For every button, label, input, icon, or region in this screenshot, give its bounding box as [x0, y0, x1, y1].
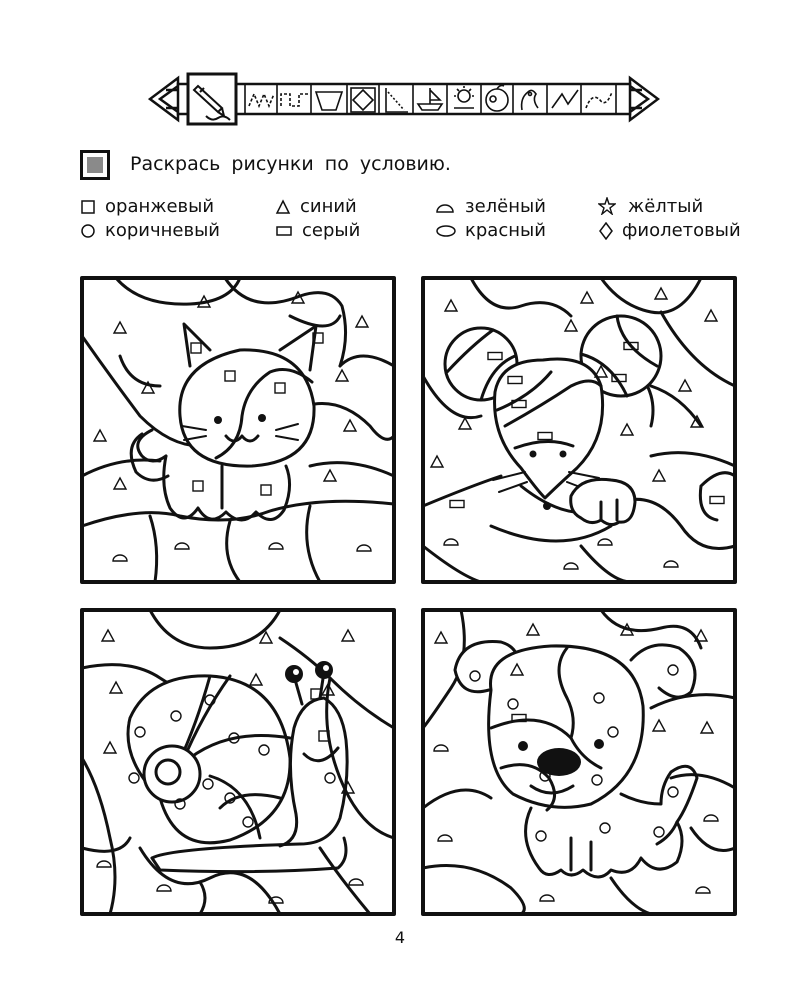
activity-nav-strip: [148, 72, 660, 126]
checkbox-fill: [87, 157, 103, 173]
instruction-text: Раскрась рисунки по условию.: [130, 153, 451, 175]
task-checkbox[interactable]: [80, 150, 110, 180]
semicircle-symbol-icon: [435, 199, 455, 215]
legend-label: фиолетовый: [622, 220, 741, 241]
picture-mouse[interactable]: [421, 276, 737, 584]
circle-symbol-icon: [80, 223, 96, 239]
legend-label: серый: [302, 220, 361, 241]
triangle-symbol-icon: [275, 199, 291, 215]
legend-label: зелёный: [465, 196, 546, 217]
picture-snail[interactable]: [80, 608, 396, 916]
ellipse-symbol-icon: [435, 223, 457, 239]
legend-label: оранжевый: [105, 196, 215, 217]
square-symbol-icon: [80, 199, 96, 215]
color-legend: [80, 196, 760, 246]
arrow-right-icon: [630, 78, 658, 120]
star-symbol-icon: [598, 197, 616, 215]
arrow-left-icon: [150, 78, 178, 120]
legend-label: жёлтый: [628, 196, 704, 217]
picture-cat[interactable]: [80, 276, 396, 584]
legend-label: красный: [465, 220, 546, 241]
legend-label: синий: [300, 196, 357, 217]
page-number: 4: [394, 928, 406, 947]
legend-label: коричневый: [105, 220, 221, 241]
diamond-symbol-icon: [598, 222, 614, 240]
picture-dog[interactable]: [421, 608, 737, 916]
rectangle-symbol-icon: [275, 223, 293, 239]
